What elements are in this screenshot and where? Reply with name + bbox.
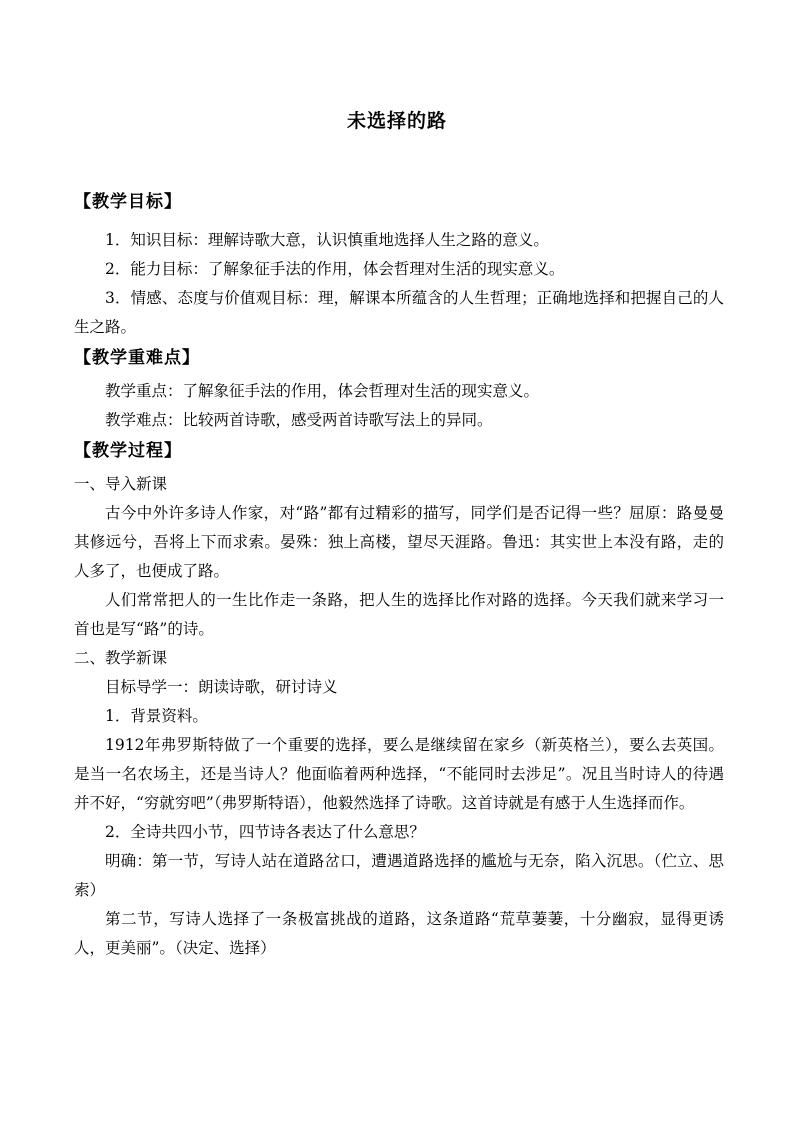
keypoints-heading: 【教学重难点】 bbox=[74, 348, 200, 368]
paragraph: 第二节，写诗人选择了一条极富挑战的道路，这条道路“荒草萋萋，十分幽寂，显得更诱人，更美丽”。（决定、选择） bbox=[74, 910, 724, 957]
objectives-heading: 【教学目标】 bbox=[74, 192, 182, 212]
paragraph: 1．背景资料。 bbox=[105, 707, 208, 725]
document-body bbox=[74, 186, 724, 963]
paragraph: 人们常常把人的一生比作走一条路，把人生的选择比作对路的选择。今天我们就来学习一首也是写“路”的诗。 bbox=[74, 591, 724, 638]
paragraph: 2．全诗共四小节，四节诗各表达了什么意思？ bbox=[105, 823, 425, 841]
process-heading: 【教学过程】 bbox=[74, 441, 182, 461]
part2-title: 二、教学新课 bbox=[74, 649, 168, 667]
paragraph: 目标导学一：朗读诗歌，研讨诗义 bbox=[105, 678, 338, 696]
document-title: 未选择的路 bbox=[346, 110, 447, 132]
objective-item: 1．知识目标：理解诗歌大意，认识慎重地选择人生之路的意义。 bbox=[105, 231, 549, 249]
keypoint-item: 教学重点：了解象征手法的作用，体会哲理对生活的现实意义。 bbox=[105, 382, 540, 400]
keypoint-item: 教学难点：比较两首诗歌，感受两首诗歌写法上的异同。 bbox=[105, 411, 493, 429]
objective-item: 2．能力目标：了解象征手法的作用，体会哲理对生活的现实意义。 bbox=[105, 260, 565, 278]
objective-item: 3．情感、态度与价值观目标：理，解课本所蕴含的人生哲理；正确地选择和把握自己的人生之路。 bbox=[74, 289, 724, 336]
part1-title: 一、导入新课 bbox=[74, 475, 168, 493]
paragraph: 明确：第一节，写诗人站在道路岔口，遭遇道路选择的尴尬与无奈，陷入沉思。（伫立、思索） bbox=[74, 852, 724, 899]
paragraph: 1912年弗罗斯特做了一个重要的选择，要么是继续留在家乡（新英格兰），要么去英国。是当一名农场主，还是当诗人？他面临着两种选择，“不能同时去涉足”。况且当时诗人的待遇并不好，“穷就穷吧”（弗罗斯特语），他毅然选择了诗歌。这首诗就是有感于人生选择而作。 bbox=[74, 736, 724, 812]
paragraph: 古今中外许多诗人作家，对“路”都有过精彩的描写，同学们是否记得一些？屈原：路曼曼其修远兮，吾将上下而求索。晏殊：独上高楼，望尽天涯路。鲁迅：其实世上本没有路，走的人多了，也便成了路。 bbox=[74, 504, 724, 580]
